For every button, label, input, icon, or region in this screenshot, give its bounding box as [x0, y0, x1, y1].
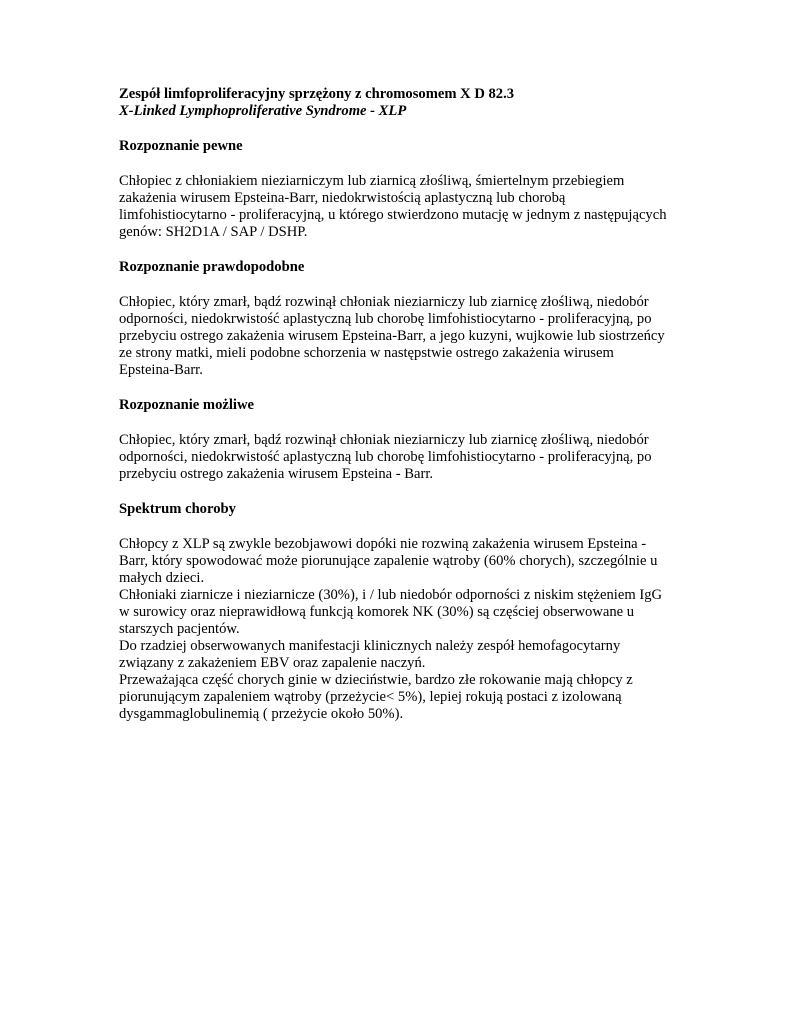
paragraph-line: Epsteina-Barr.: [119, 362, 203, 378]
document-subtitle: X-Linked Lymphoproliferative Syndrome - XLP: [119, 103, 407, 119]
paragraph-line: starszych pacjentów.: [119, 621, 240, 637]
paragraph-line: Do rzadziej obserwowanych manifestacji klinicznych należy zespół hemofagocytarny: [119, 638, 621, 654]
paragraph-line: odporności, niedokrwistość aplastyczną lub chorobę limfohistiocytarno - proliferacyjną, po: [119, 449, 652, 465]
paragraph-line: dysgammaglobulinemią ( przeżycie około 50%).: [119, 706, 404, 722]
paragraph-line: Chłopiec z chłoniakiem nieziarniczym lub ziarnicą złośliwą, śmiertelnym przebiegiem: [119, 173, 625, 189]
paragraph-line: Chłopiec, który zmarł, bądź rozwinął chłoniak nieziarniczy lub ziarnicę złośliwą, niedobór: [119, 294, 649, 310]
section-heading-definite-diagnosis: Rozpoznanie pewne: [119, 138, 243, 154]
paragraph-line: Chłoniaki ziarnicze i nieziarnicze (30%), i / lub niedobór odporności z niskim stężeniem IgG: [119, 587, 663, 603]
paragraph-line: Chłopcy z XLP są zwykle bezobjawowi dopóki nie rozwiną zakażenia wirusem Epsteina -: [119, 536, 647, 552]
section-paragraph-probable-diagnosis: [119, 294, 679, 379]
paragraph-line: przebyciu ostrego zakażenia wirusem Epsteina - Barr.: [119, 466, 434, 482]
section-paragraph-disease-spectrum: [119, 536, 679, 723]
paragraph-line: Barr, który spowodować może piorunujące zapalenie wątroby (60% chorych), szczególnie u: [119, 553, 658, 569]
paragraph-line: genów: SH2D1A / SAP / DSHP.: [119, 224, 308, 240]
section-heading-possible-diagnosis: Rozpoznanie możliwe: [119, 397, 254, 413]
section-paragraph-possible-diagnosis: [119, 432, 679, 483]
paragraph-line: piorunującym zapaleniem wątroby (przeżycie< 5%), lepiej rokują postaci z izolowaną: [119, 689, 622, 705]
paragraph-line: limfohistiocytarno - proliferacyjną, u którego stwierdzono mutację w jednym z następujących: [119, 207, 667, 223]
document-page: [119, 86, 679, 723]
paragraph-line: zakażenia wirusem Epsteina-Barr, niedokrwistością aplastyczną lub chorobą: [119, 190, 566, 206]
section-heading-disease-spectrum: Spektrum choroby: [119, 501, 236, 517]
paragraph-line: w surowicy oraz nieprawidłową funkcją komorek NK (30%) są częściej obserwowane u: [119, 604, 635, 620]
section-heading-probable-diagnosis: Rozpoznanie prawdopodobne: [119, 259, 305, 275]
document-title: Zespół limfoproliferacyjny sprzężony z chromosomem X D 82.3: [119, 86, 515, 102]
paragraph-line: Chłopiec, który zmarł, bądź rozwinął chłoniak nieziarniczy lub ziarnicę złośliwą, niedobór: [119, 432, 649, 448]
paragraph-line: związany z zakażeniem EBV oraz zapalenie naczyń.: [119, 655, 426, 671]
paragraph-line: Przeważająca część chorych ginie w dzieciństwie, bardzo złe rokowanie mają chłopcy z: [119, 672, 633, 688]
paragraph-line: przebyciu ostrego zakażenia wirusem Epsteina-Barr, a jego kuzyni, wujkowie lub siostrzeńcy: [119, 328, 665, 344]
paragraph-line: ze strony matki, mieli podobne schorzenia w następstwie ostrego zakażenia wirusem: [119, 345, 614, 361]
paragraph-line: odporności, niedokrwistość aplastyczną lub chorobę limfohistiocytarno - proliferacyjną, po: [119, 311, 652, 327]
paragraph-line: małych dzieci.: [119, 570, 205, 586]
section-paragraph-definite-diagnosis: [119, 173, 679, 241]
